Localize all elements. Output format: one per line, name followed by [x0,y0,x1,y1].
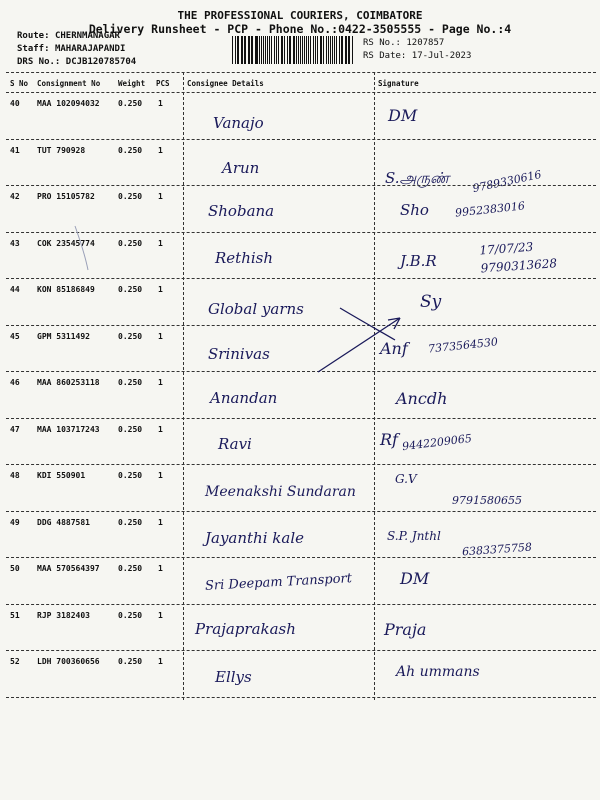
col-header-weight: Weight [118,79,146,88]
sno-cell: 52 [10,657,20,666]
weight-cell: 0.250 [118,239,143,248]
phone-handwriting: 17/07/23 9790313628 [479,239,558,276]
consignment-cell: GPM 5311492 [37,332,90,341]
drs-label: DRS No.: [17,57,61,67]
signature-handwriting: Rf [380,430,398,449]
arrow-stroke [340,308,395,340]
consignee-handwriting: Prajaprakash [195,620,296,638]
pcs-cell: 1 [158,332,163,341]
consignee-handwriting: Meenakshi Sundaran [205,484,356,500]
sno-cell: 43 [10,239,20,248]
consignee-handwriting: Vanajo [213,114,264,132]
pcs-cell: 1 [158,657,163,666]
weight-cell: 0.250 [118,99,143,108]
pcs-cell: 1 [158,99,163,108]
weight-cell: 0.250 [118,657,143,666]
route-label: Route: [17,31,50,41]
signature-handwriting: DM [388,106,418,125]
weight-cell: 0.250 [118,471,143,480]
signature-handwriting: Sho [400,201,429,219]
consignment-cell: MAA 102094032 [37,99,100,108]
phone-handwriting: 7373564530 [427,335,499,356]
sno-cell: 40 [10,99,20,108]
signature-handwriting: J.B.R [400,252,437,270]
consignment-cell: TUT 790928 [37,146,86,155]
col-header-consignment: Consignment No [37,79,101,88]
sno-cell: 41 [10,146,20,155]
weight-cell: 0.250 [118,332,143,341]
consignment-cell: KDI 550901 [37,471,86,480]
sno-cell: 51 [10,611,20,620]
sno-cell: 50 [10,564,20,573]
weight-cell: 0.250 [118,378,143,387]
pcs-cell: 1 [158,285,163,294]
weight-cell: 0.250 [118,518,143,527]
sno-cell: 46 [10,378,20,387]
faint-stroke [75,226,88,270]
pcs-cell: 1 [158,146,163,155]
phone-handwriting: 9789330616 [471,167,543,196]
consignment-cell: COK 23545774 [37,239,95,248]
phone-handwriting: 6383375758 [461,540,533,559]
consignee-handwriting: Srinivas [208,345,270,363]
signature-handwriting: Sy [420,292,442,312]
signature-handwriting: Ancdh [396,389,448,408]
weight-cell: 0.250 [118,285,143,294]
weight-cell: 0.250 [118,564,143,573]
consignee-handwriting: Jayanthi kale [205,529,304,547]
phone-handwriting: 9791580655 [452,494,522,507]
col-header-signature: Signature [378,79,419,88]
consignment-cell: MAA 103717243 [37,425,100,434]
consignee-handwriting: Arun [222,159,260,177]
arrow-stroke-2 [318,318,400,372]
consignment-cell: KON 85186849 [37,285,95,294]
consignee-handwriting: Anandan [210,389,278,407]
weight-cell: 0.250 [118,192,143,201]
sno-cell: 48 [10,471,20,480]
rs-date-value: 17-Jul-2023 [411,51,472,61]
rs-date-label: RS Date: [363,51,407,61]
consignment-cell: LDH 700360656 [37,657,100,666]
drs-value: DCJB120785704 [65,57,137,67]
consignment-cell: PRO 15105782 [37,192,95,201]
sno-cell: 44 [10,285,20,294]
consignee-handwriting: Ellys [215,668,252,686]
signature-handwriting: S.அருண் [385,169,450,187]
staff-label: Staff: [17,44,50,54]
phone-handwriting: 9442209065 [401,431,473,454]
pcs-cell: 1 [158,518,163,527]
rs-no-label: RS No.: [363,38,401,48]
company-title: THE PROFESSIONAL COURIERS, COIMBATORE [177,9,423,22]
col-header-sno: S No [10,79,29,88]
pcs-cell: 1 [158,425,163,434]
signature-handwriting: S.P. Jnthl [387,529,441,543]
col-header-pcs: PCS [156,79,170,88]
signature-handwriting: Anf [380,339,408,358]
consignee-handwriting: Shobana [208,202,275,220]
sno-cell: 47 [10,425,20,434]
consignment-cell: DDG 4887581 [37,518,90,527]
pcs-cell: 1 [158,471,163,480]
pcs-cell: 1 [158,239,163,248]
col-header-consignee: Consignee Details [187,79,264,88]
pcs-cell: 1 [158,192,163,201]
pcs-cell: 1 [158,378,163,387]
pcs-cell: 1 [158,564,163,573]
consignee-handwriting: Sri Deepam Transport [204,571,353,594]
consignee-handwriting: Global yarns [208,300,304,318]
weight-cell: 0.250 [118,146,143,155]
consignment-cell: MAA 860253118 [37,378,100,387]
consignee-handwriting: Rethish [215,249,274,267]
weight-cell: 0.250 [118,425,143,434]
consignment-cell: RJP 3182403 [37,611,90,620]
staff-value: MAHARAJAPANDI [54,44,126,54]
runsheet-subtitle: Delivery Runsheet - PCP - Phone No.:0422-3505555 - Page No.:4 [88,22,512,36]
consignee-handwriting: Ravi [218,435,252,453]
signature-handwriting: Praja [384,620,427,639]
signature-handwriting: DM [400,569,430,588]
signature-handwriting: G.V [395,472,417,486]
sno-cell: 45 [10,332,20,341]
weight-cell: 0.250 [118,611,143,620]
signature-handwriting: Ah ummans [396,664,480,680]
rs-no-value: 1207857 [406,38,445,48]
sno-cell: 42 [10,192,20,201]
sno-cell: 49 [10,518,20,527]
phone-handwriting: 9952383016 [454,199,526,220]
pcs-cell: 1 [158,611,163,620]
route-value: CHERNMANAGAR [54,31,120,41]
consignment-cell: MAA 570564397 [37,564,100,573]
